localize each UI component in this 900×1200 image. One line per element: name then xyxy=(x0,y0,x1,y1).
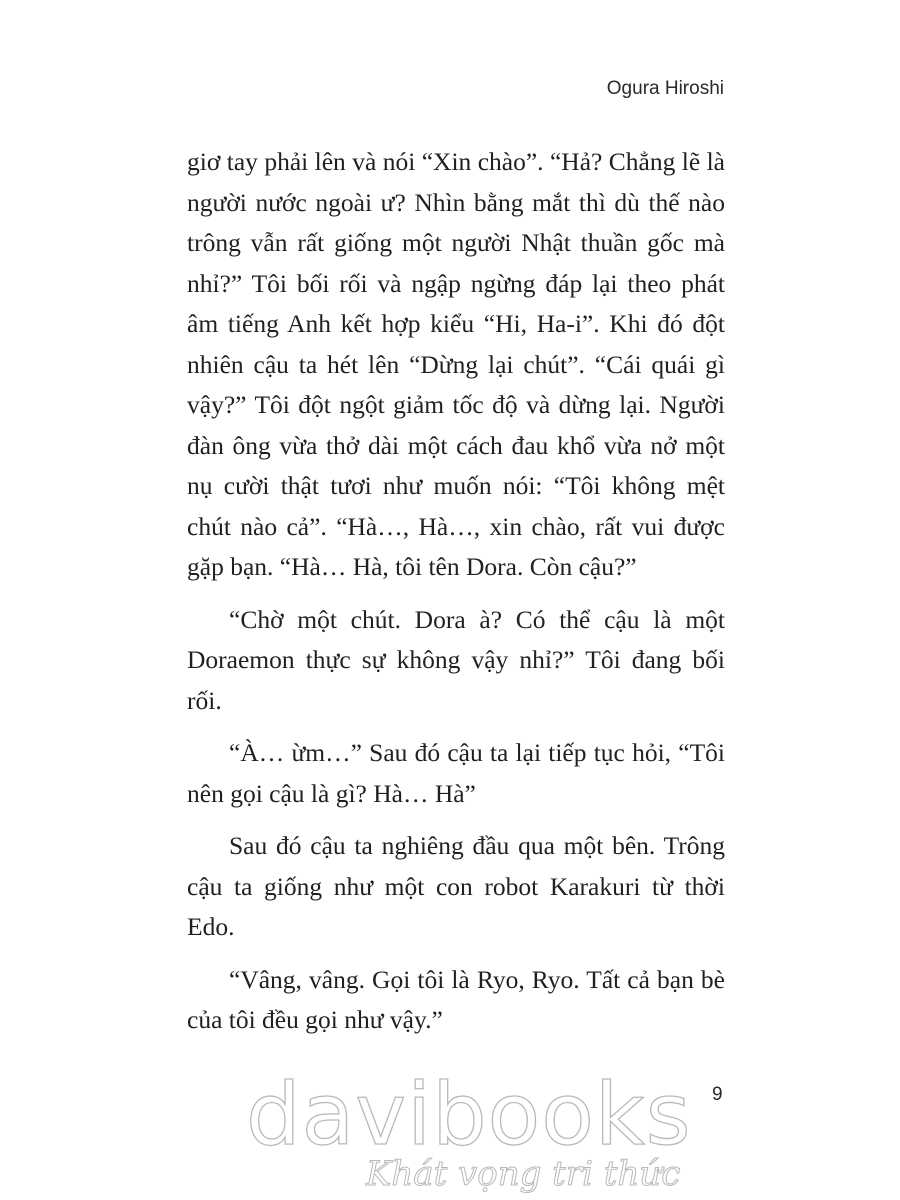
paragraph: Sau đó cậu ta nghiêng đầu qua một bên. Trông cậu ta giống như một con robot Karakuri từ thời Edo. xyxy=(187,831,725,941)
paragraph: “À… ừm…” Sau đó cậu ta lại tiếp tục hỏi, “Tôi nên gọi cậu là gì? Hà… Hà” xyxy=(187,738,725,808)
watermark-tagline: Khát vọng tri thức xyxy=(366,1154,681,1194)
running-header-author: Ogura Hiroshi xyxy=(606,78,724,99)
paragraph: giơ tay phải lên và nói “Xin chào”. “Hả? Chẳng lẽ là người nước ngoài ư? Nhìn bằng mắt thì dù thế nào trông vẫn rất giống một người Nhật thuần gốc mà nhỉ?” Tôi bối rối và ngập ngừng đáp lại theo phát âm tiếng Anh kết hợp kiểu “Hi, Ha-i”. Khi đó đột nhiên cậu ta hét lên “Dừng lại chút”. “Cái quái gì vậy?” Tôi đột ngột giảm tốc độ và dừng lại. Người đàn ông vừa thở dài một cách đau khổ vừa nở một nụ cười thật tươi như muốn nói: “Tôi không mệt chút nào cả”. “Hà…, Hà…, xin chào, rất vui được gặp bạn. “Hà… Hà, tôi tên Dora. Còn cậu?” xyxy=(187,147,725,581)
paragraph: “Chờ một chút. Dora à? Có thể cậu là một Doraemon thực sự không vậy nhỉ?” Tôi đang bối rối. xyxy=(187,604,725,715)
body-text xyxy=(187,142,725,1053)
watermark xyxy=(246,1065,692,1194)
page-number: 9 xyxy=(712,1084,723,1105)
paragraph: “Vâng, vâng. Gọi tôi là Ryo, Ryo. Tất cả bạn bè của tôi đều gọi như vậy.” xyxy=(187,964,725,1034)
watermark-brand: davibooks xyxy=(246,1065,692,1165)
